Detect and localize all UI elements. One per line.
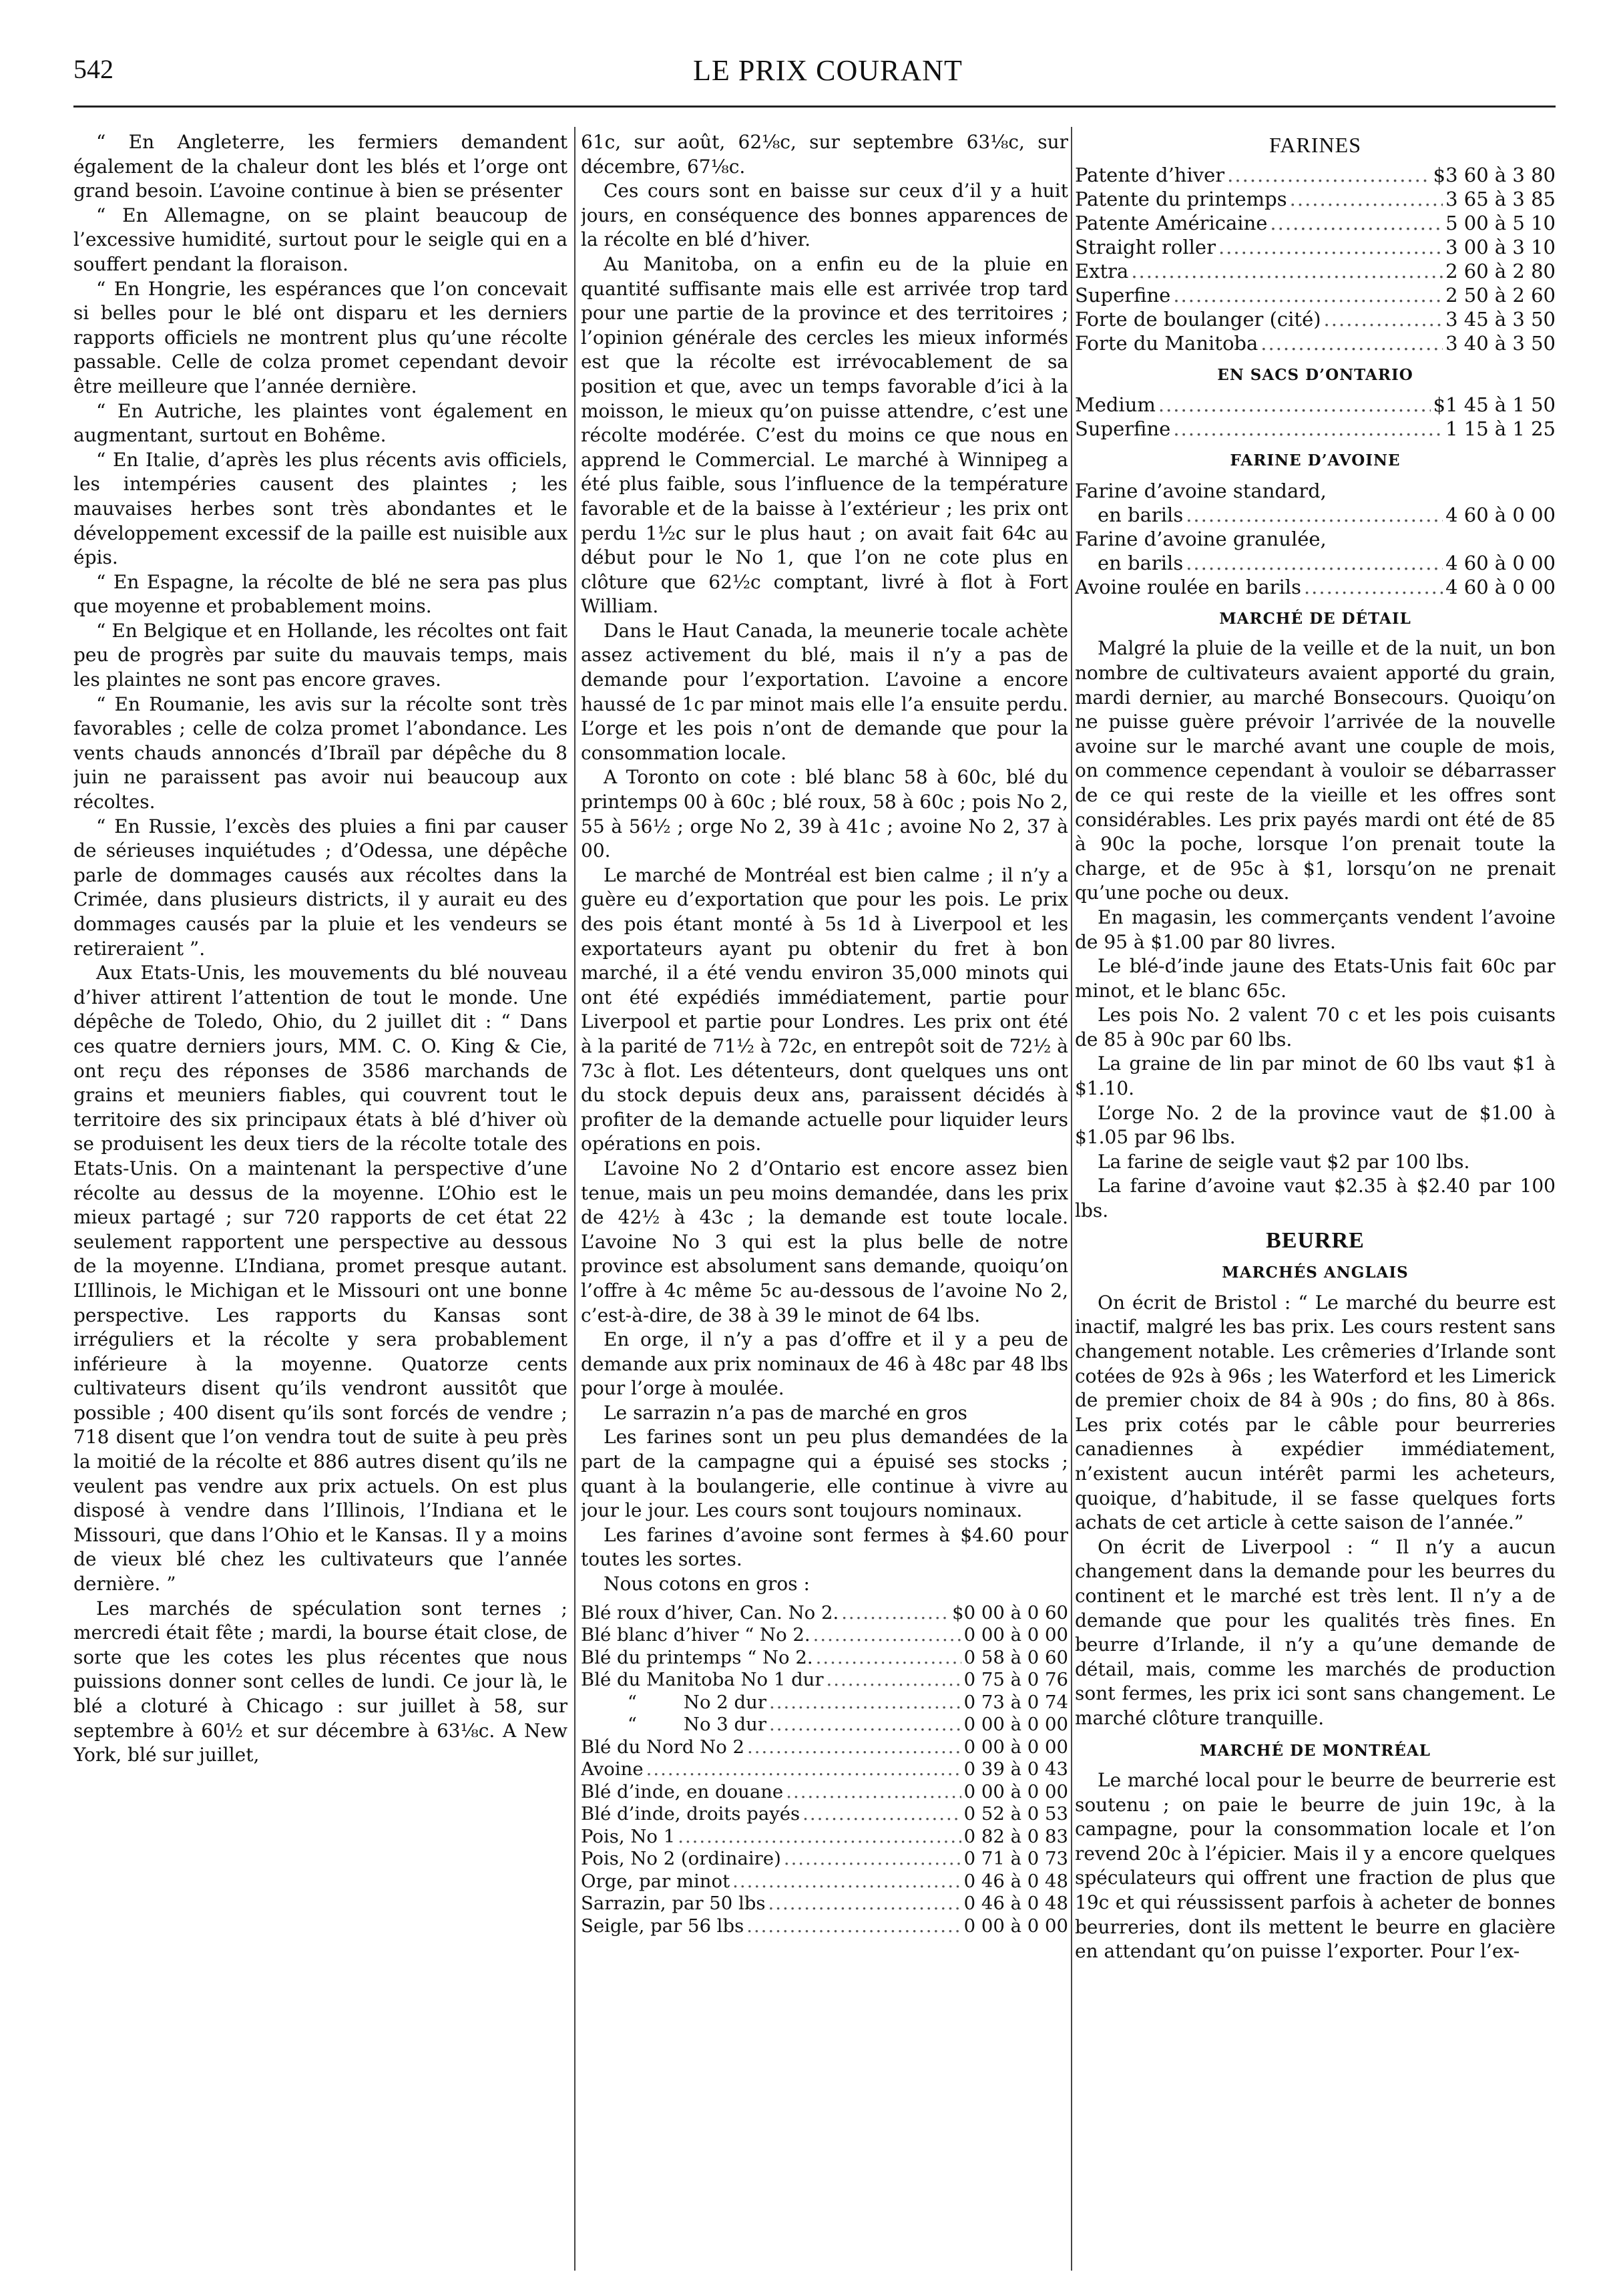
- price-row: [1075, 551, 1556, 575]
- price-label: Seigle, par 56 lbs: [581, 1915, 744, 1937]
- paragraph: “ En Russie, l’excès des pluies a fini par causer de sérieuses inquiétudes ; d’Odessa, une dépêche parle de dommages causés aux récoltes dans la Crimée, dans plusieurs districts, il y aurait eu des dommages causés par la pluie et les vendeurs se retireraient ”.: [73, 815, 567, 960]
- price-label: Farine d’avoine granulée,: [1075, 527, 1327, 550]
- price-value: 0 46 à 0 48: [963, 1870, 1068, 1892]
- paragraph: En magasin, les commerçants vendent l’avoine de 95 à $1.00 par 80 livres.: [1075, 906, 1556, 953]
- price-value: 0 39 à 0 43: [963, 1758, 1068, 1780]
- paragraph: Le blé-d’inde jaune des Etats-Unis fait 60c par minot, et le blanc 65c.: [1075, 955, 1556, 1002]
- price-row: [1075, 163, 1556, 187]
- price-label: Medium: [1075, 393, 1156, 417]
- price-row: [581, 1692, 1068, 1714]
- paragraph: “ En Italie, d’après les plus récents avis officiels, les intempéries causent des plaintes ; les mauvaises herbes sont très abondantes et le développement excessif de la paille est nuisible aux épis.: [73, 448, 567, 569]
- grain-intro: Nous cotons en gros :: [604, 1573, 810, 1595]
- price-value: 4 60 à 0 00: [1445, 503, 1556, 526]
- price-value: 2 50 à 2 60: [1445, 283, 1556, 307]
- paragraph: “ En Belgique et en Hollande, les récoltes ont fait peu de progrès par suite du mauvais temps, mais les plaintes ne sont pas encore graves.: [73, 619, 567, 691]
- price-row: [581, 1848, 1068, 1871]
- price-row: [1075, 393, 1556, 417]
- price-row: [581, 1669, 1068, 1692]
- price-value: 0 00 à 0 00: [963, 1780, 1068, 1802]
- price-value: 1 15 à 1 25: [1445, 417, 1556, 441]
- section-title-beurre: BEURRE: [1266, 1227, 1365, 1253]
- price-label: Patente d’hiver: [1075, 163, 1225, 186]
- price-value: 0 82 à 0 83: [963, 1825, 1068, 1847]
- price-row: [1075, 187, 1556, 211]
- subsection-title-marche-montreal: MARCHÉ DE MONTRÉAL: [1200, 1741, 1431, 1760]
- price-row: [581, 1647, 1068, 1670]
- price-value: 3 00 à 3 10: [1445, 235, 1556, 258]
- price-value: 4 60 à 0 00: [1445, 551, 1556, 574]
- subsection-title-farine-avoine: FARINE D’AVOINE: [1230, 451, 1401, 470]
- price-row: [1075, 259, 1556, 283]
- price-row: [1075, 331, 1556, 355]
- paragraph: “ En Allemagne, on se plaint beaucoup de l’excessive humidité, surtout pour le seigle qui en a souffert pendant la floraison.: [73, 204, 567, 275]
- paragraph: Le marché de Montréal est bien calme ; il n’y a guère eu d’exportation que pour les pois. Le prix des pois étant monté à 5s 1d à Liverpool et les exportateurs ayant pu obtenir du fret à bon marché, il a été vendu environ 35,000 minots qui ont été expédiés immédiatement, partie pour Liverpool et partie pour Londres. Les prix ont été à la parité de 71½ à 72c, en entrepôt soit de 72½ à 73c à flot. Les détenteurs, dont quelques uns ont du stock depuis deux ans, paraissent décidés à profiter de la demande actuelle pour liquider leurs opérations en pois.: [581, 864, 1068, 1155]
- paragraph: La farine de seigle vaut $2 par 100 lbs.: [1098, 1150, 1470, 1173]
- price-label: Blé blanc d’hiver “ No 2.: [581, 1624, 811, 1646]
- paragraph: A Toronto on cote : blé blanc 58 à 60c, blé du printemps 00 à 60c ; blé roux, 58 à 60c ; pois No 2, 55 à 56½ ; orge No 2, 39 à 41c ; avoine No 2, 37 à 00.: [581, 766, 1068, 862]
- paragraph: Le marché local pour le beurre de beurrerie est soutenu ; on paie le beurre de juin 19c, à la campagne, pour la consommation locale et l’on revend 20c à l’épicier. Mais il y a encore quelques spéculateurs qui offrent une fraction de plus que 19c et qui réussissent parfois à acheter de bonnes beurreries, dont ils mettent le beurre en glacière en attendant qu’on puisse l’exporter. Pour l’ex-: [1075, 1769, 1556, 1963]
- farines-price-list: [1075, 163, 1556, 355]
- price-label: Straight roller: [1075, 235, 1216, 258]
- column-2: [581, 130, 1068, 2267]
- price-row: [581, 1826, 1068, 1849]
- paragraph: Au Manitoba, on a enfin eu de la pluie en quantité suffisante mais elle est arrivée trop tard pour une partie de la province et des territoires ; l’opinion générale des cercles les mieux informés est que la récolte est irrévocablement de sa position et que, avec un temps favorable d’ici à la moisson, le mieux qu’on puisse attendre, c’est une récolte modérée. C’est du moins ce que nous en apprend le Commercial. Le marché à Winnipeg a été plus faible, sous l’influence de la température favorable et de la baisse à l’extérieur ; les prix ont perdu 1½c sur le plus haut ; on avait fait 64c au début pour le No 1, que l’on ne cote plus en clôture que 62½c comptant, livré à flot à Fort William.: [581, 252, 1068, 618]
- paragraph: Dans le Haut Canada, la meunerie tocale achète assez activement du blé, mais il n’y a pas de demande pour l’exportation. L’avoine a encore haussé de 1c par minot mais elle l’a ensuite perdu. L’orge et les pois n’ont de demande que pour la consommation locale.: [581, 619, 1068, 764]
- paragraph: Aux Etats-Unis, les mouvements du blé nouveau d’hiver attirent l’attention de tout le monde. Une dépêche de Toledo, Ohio, du 2 juillet dit : “ Dans ces quatre derniers jours, MM. C. O. King & Cie, ont reçu des réponses de 3586 marchands de grains et meuniers fiables, qui couvrent tout le territoire des six principaux états à blé d’hiver où se produisent les deux tiers de la récolte totale des Etats-Unis. On a maintenant la perspective d’une récolte au dessus de la moyenne. L’Ohio est le mieux partagé ; sur 720 rapports de cet état 22 seulement rapportent une perspective au dessous de la moyenne. L’Indiana, promet presque autant. L’Illinois, le Michigan et le Missouri ont une bonne perspective. Les rapports du Kansas sont irréguliers et la récolte y sera probablement inférieure à la moyenne. Quatorze cents cultivateurs disent qu’ils vendront aussitôt que possible ; 400 disent qu’ils sont forcés de vendre ; 718 disent que l’on vendra tout de suite à peu près la moitié de la récolte et 886 autres disent qu’ils ne veulent pas vendre aux prix actuels. On est plus disposé à vendre dans l’Illinois, l’Indiana et le Missouri, que dans l’Ohio et le Kansas. Il y a moins de vieux blé chez les cultivateurs que l’année dernière. ”: [73, 962, 567, 1595]
- section-title-farines: FARINES: [1269, 133, 1361, 157]
- price-value: 0 52 à 0 53: [963, 1803, 1068, 1825]
- price-value: 5 00 à 5 10: [1445, 211, 1556, 234]
- paragraph: Les farines sont un peu plus demandées de la part de la campagne qui a épuisé ses stocks ; quant à la boulangerie, elle continue à vivre au jour le jour. Les cours sont toujours nominaux.: [581, 1426, 1068, 1522]
- paragraph: “ En Angleterre, les fermiers demandent également de la chaleur dont les blés et l’orge ont grand besoin. L’avoine continue à bien se présenter: [73, 131, 567, 202]
- paragraph: La farine d’avoine vaut $2.35 à $2.40 par 100 lbs.: [1075, 1175, 1556, 1222]
- price-value: 0 46 à 0 48: [963, 1893, 1068, 1915]
- subsection-title-detail: MARCHÉ DE DÉTAIL: [1219, 609, 1411, 628]
- price-row: [1075, 503, 1556, 527]
- price-label: Blé d’inde, droits payés: [581, 1803, 800, 1825]
- price-value: 0 00 à 0 00: [963, 1736, 1068, 1758]
- price-row: [581, 1893, 1068, 1915]
- paragraph: On écrit de Liverpool : “ Il n’y a aucun changement dans la demande pour les beurres du continent et le marché est très lent. Il n’y a de demande que pour les qualités très fines. En beurre d’Irlande, il n’y a qu’une demande de détail, mais, comme les marchés de production sont fermes, les prix ici sont sans changement. Le marché clôture tranquille.: [1075, 1535, 1556, 1729]
- price-label: Superfine: [1075, 417, 1171, 441]
- price-row: [1075, 211, 1556, 235]
- price-value: 0 00 à 0 00: [963, 1915, 1068, 1937]
- price-label: Superfine: [1075, 283, 1171, 307]
- price-row: [1075, 575, 1556, 599]
- price-row: [1075, 417, 1556, 441]
- page-header: [73, 47, 1556, 100]
- price-value: 3 65 à 3 85: [1445, 187, 1556, 210]
- price-label: Extra: [1075, 259, 1129, 282]
- sacs-price-list: [1075, 393, 1556, 441]
- price-row-label: [1075, 527, 1556, 551]
- price-row: [581, 1602, 1068, 1625]
- price-value: 0 58 à 0 60: [963, 1646, 1068, 1668]
- paragraph: Les marchés de spéculation sont ternes ; mercredi était fête ; mardi, la bourse était close, de sorte que les cotes les plus récentes que nous puissions donner sont celles de lundi. Ce jour là, le blé a cloturé à Chicago : sur juillet à 58, sur septembre à 60½ et sur décembre à 63⅛c. A New York, blé sur juillet,: [73, 1597, 567, 1766]
- price-row: [581, 1781, 1068, 1804]
- price-row: [1075, 307, 1556, 331]
- price-label: “ No 3 dur: [581, 1714, 766, 1736]
- price-row: [581, 1736, 1068, 1759]
- page-number: 542: [73, 54, 113, 84]
- price-label: Blé du Manitoba No 1 dur: [581, 1669, 824, 1691]
- price-row-label: [1075, 479, 1556, 503]
- price-value: 0 71 à 0 73: [963, 1848, 1068, 1870]
- header-rule: [73, 106, 1556, 108]
- paragraph: “ En Roumanie, les avis sur la récolte sont très favorables ; celle de colza promet l’abondance. Les vents chauds annoncés d’Ibraïl par dépêche du 8 juin ne paraissent pas avoir nui beaucoup aux récoltes.: [73, 693, 567, 813]
- column-rule-1: [574, 127, 575, 2271]
- price-label: Avoine roulée en barils: [1075, 575, 1301, 598]
- price-label: en barils: [1098, 503, 1184, 526]
- paragraph: L’orge No. 2 de la province vaut de $1.00 à $1.05 par 96 lbs.: [1075, 1101, 1556, 1149]
- price-label: Blé du Nord No 2: [581, 1736, 745, 1758]
- price-value: 4 60 à 0 00: [1445, 575, 1556, 598]
- price-value: 0 00 à 0 00: [963, 1714, 1068, 1736]
- paragraph: Ces cours sont en baisse sur ceux d’il y a huit jours, en conséquence des bonnes apparences de la récolte en blé d’hiver.: [581, 180, 1068, 251]
- price-label: Orge, par minot: [581, 1870, 730, 1892]
- price-label: “ No 2 dur: [581, 1691, 766, 1713]
- price-label: Patente du printemps: [1075, 187, 1287, 210]
- price-value: 3 45 à 3 50: [1445, 307, 1556, 331]
- paragraph: “ En Espagne, la récolte de blé ne sera pas plus que moyenne et probablement moins.: [73, 570, 567, 618]
- price-value: 0 73 à 0 74: [963, 1691, 1068, 1713]
- paragraph: Les pois No. 2 valent 70 c et les pois cuisants de 85 à 90c par 60 lbs.: [1075, 1004, 1556, 1050]
- price-label: Blé du printemps “ No 2.: [581, 1646, 813, 1668]
- farine-avoine-price-list: [1075, 479, 1556, 599]
- price-value: 0 00 à 0 00: [963, 1624, 1068, 1646]
- column-rule-2: [1071, 127, 1072, 2271]
- price-label: Blé d’inde, en douane: [581, 1780, 784, 1802]
- subsection-title-sacs: EN SACS D’ONTARIO: [1217, 365, 1413, 384]
- price-label: Forte de boulanger (cité): [1075, 307, 1321, 331]
- price-label: Avoine: [581, 1758, 644, 1780]
- price-row: [581, 1871, 1068, 1893]
- price-value: $3 60 à 3 80: [1433, 163, 1556, 186]
- price-label: Forte du Manitoba: [1075, 331, 1258, 355]
- paragraph: Le sarrazin n’a pas de marché en gros: [604, 1401, 967, 1424]
- price-row: [581, 1624, 1068, 1647]
- price-label: Farine d’avoine standard,: [1075, 479, 1327, 502]
- price-row: [581, 1803, 1068, 1826]
- journal-title: LE PRIX COURANT: [693, 54, 963, 87]
- grain-price-list: [581, 1602, 1068, 1938]
- price-label: Sarrazin, par 50 lbs: [581, 1893, 766, 1915]
- paragraph: La graine de lin par minot de 60 lbs vaut $1 à $1.10.: [1075, 1053, 1556, 1100]
- price-label: Blé roux d’hiver, Can. No 2.: [581, 1601, 839, 1623]
- paragraph: 61c, sur août, 62⅛c, sur septembre 63⅛c, sur décembre, 67⅛c.: [581, 131, 1068, 178]
- price-row: [1075, 235, 1556, 259]
- price-label: Patente Américaine: [1075, 211, 1268, 234]
- subsection-title-marches-anglais: MARCHÉS ANGLAIS: [1222, 1264, 1409, 1282]
- price-value: $0 00 à 0 60: [952, 1601, 1068, 1623]
- paragraph: En orge, il n’y a pas d’offre et il y a peu de demande aux prix nominaux de 46 à 48c par 48 lbs pour l’orge à moulée.: [581, 1328, 1068, 1400]
- paragraph: “ En Autriche, les plaintes vont également en augmentant, surtout en Bohême.: [73, 399, 567, 447]
- paragraph: Malgré la pluie de la veille et de la nuit, un bon nombre de cultivateurs avaient apporté du grain, mardi dernier, au marché Bonsecours. Quoiqu’on ne puisse guère prévoir l’arrivée de la nouvelle avoine sur le marché avant une couple de mois, on commence cependant à vouloir se débarrasser de ce qui reste de la vieille et les offres sont considérables. Les prix payés mardi ont été de 85 à 90c la poche, lorsque l’on prenait toute la charge, et de 95c à $1, lorsqu’on ne prenait qu’une poche ou deux.: [1075, 637, 1556, 904]
- column-3: [1075, 130, 1556, 2267]
- price-row: [1075, 283, 1556, 307]
- price-row: [581, 1714, 1068, 1736]
- column-1: [73, 130, 567, 2267]
- price-label: en barils: [1098, 551, 1184, 574]
- paragraph: “ En Hongrie, les espérances que l’on concevait si belles pour le blé ont disparu et les derniers rapports officiels ne montrent plus qu’une récolte passable. Celle de colza promet cependant devoir être meilleure que l’année dernière.: [73, 277, 567, 397]
- paragraph: Les farines d’avoine sont fermes à $4.60 pour toutes les sortes.: [581, 1523, 1068, 1571]
- price-value: $1 45 à 1 50: [1433, 393, 1556, 417]
- price-label: Pois, No 2 (ordinaire): [581, 1848, 781, 1870]
- price-row: [581, 1915, 1068, 1938]
- price-value: 3 40 à 3 50: [1445, 331, 1556, 355]
- paragraph: L’avoine No 2 d’Ontario est encore assez bien tenue, mais un peu moins demandée, dans les prix de 42½ à 43c ; la demande est toute locale. L’avoine No 3 qui est la plus belle de notre province est absolument sans demande, quoiqu’on l’offre à 4c même 5c au-dessous de l’avoine No 2, c’est-à-dire, de 38 à 39 le minot de 64 lbs.: [581, 1157, 1068, 1326]
- price-value: 2 60 à 2 80: [1445, 259, 1556, 282]
- paragraph: On écrit de Bristol : “ Le marché du beurre est inactif, malgré les bas prix. Les cours restent sans changement notable. Les crêmeries d’Irlande sont cotées de 92s à 96s ; les Waterford et les Limerick de premier choix de 84 à 90s ; do fins, 80 à 86s. Les prix cotés par le câble pour beurreries canadiennes à expédier immédiatement, n’existent aucun intérêt parmi les acheteurs, quoique, d’habitude, il se fasse quelques forts achats de cet article à cette saison de l’année.”: [1075, 1291, 1556, 1534]
- price-label: Pois, No 1: [581, 1825, 676, 1847]
- price-row: [581, 1758, 1068, 1781]
- price-value: 0 75 à 0 76: [963, 1669, 1068, 1691]
